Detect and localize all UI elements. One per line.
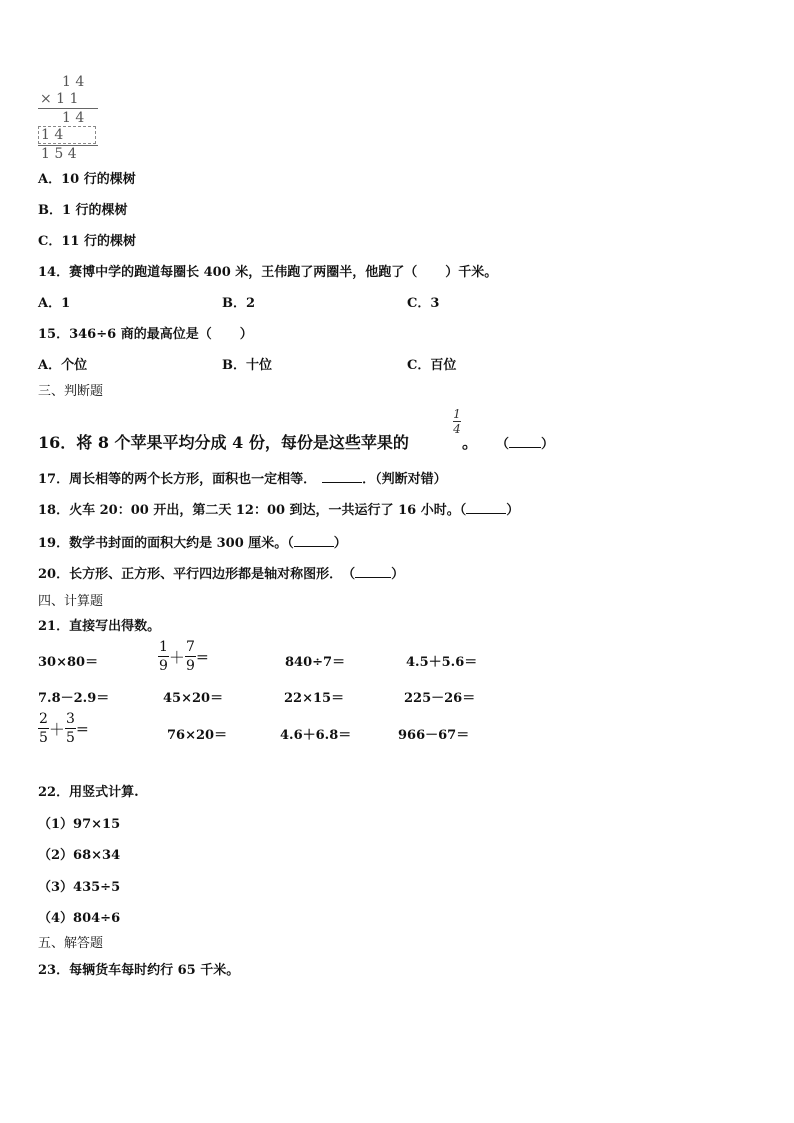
q21-r3c1 [38, 712, 89, 745]
q14-option-a: A．1 [38, 296, 71, 311]
q18 [38, 499, 519, 518]
frac-denominator: 9 [185, 658, 195, 674]
frac-denominator: 5 [39, 730, 48, 746]
q17-answer-blank[interactable] [322, 470, 362, 483]
q21-r1c4: 4.5＋5.6＝ [406, 655, 478, 670]
q19-answer-blank[interactable] [294, 534, 334, 547]
q16-tail: 。 [462, 433, 479, 452]
q21-r1c2-frac-b [185, 640, 196, 673]
section-3-heading: 三、判断题 [38, 384, 104, 399]
q16-text: 16．将 8 个苹果平均分成 4 份，每份是这些苹果的 [38, 433, 409, 452]
plus-sign: ＋ [168, 648, 185, 667]
q15-option-a: A．个位 [38, 358, 88, 373]
q16-paren-right: ） [541, 437, 555, 452]
frac-bar [185, 656, 196, 657]
q15-option-b: B．十位 [222, 358, 272, 373]
section-4-heading: 四、计算题 [38, 594, 104, 609]
q17 [38, 468, 447, 487]
q13-option-c: C．11 行的棵树 [38, 234, 136, 249]
q21-r1c2-frac-a [158, 640, 169, 673]
plus-sign: ＋ [48, 720, 65, 739]
vcalc-row-5: 1 5 4 [41, 146, 77, 162]
q15-option-c: C．百位 [407, 358, 457, 373]
frac-numerator: 2 [39, 711, 48, 727]
q15-stem-pre: 15．346÷6 商的最高位是（ [38, 327, 212, 342]
q14-stem [38, 261, 497, 280]
vcalc-row-3: 1 4 [62, 110, 85, 126]
q21-r1c2 [158, 640, 209, 673]
q21-r1c1: 30×80＝ [38, 655, 99, 670]
q18-answer-blank[interactable] [466, 501, 506, 514]
q21-r3c3: 4.6＋6.8＝ [280, 728, 352, 743]
q22-item-1: （1）97×15 [38, 817, 121, 832]
vcalc-rule-1 [38, 108, 98, 109]
q13-option-b: B．1 行的棵树 [38, 203, 128, 218]
q18-text: 18．火车 20：00 开出，第二天 12：00 到达，一共运行了 16 小时。（ [38, 503, 467, 518]
q17-tail: ．（判断对错） [362, 472, 447, 487]
q19-text: 19．数学书封面的面积大约是 300 厘米。（ [38, 536, 294, 551]
q21-r2c3: 22×15＝ [284, 691, 345, 706]
q22-item-3: （3）435÷5 [38, 880, 121, 895]
q21-r3c1-frac-a [38, 712, 49, 745]
q16-answer [496, 433, 554, 452]
q19 [38, 532, 347, 551]
section-5-heading: 五、解答题 [38, 936, 104, 951]
q23-text: 23．每辆货车每时约行 65 千米。 [38, 963, 240, 978]
q20 [38, 563, 404, 582]
frac-denominator: 9 [159, 658, 168, 674]
q14-option-c: C．3 [407, 296, 440, 311]
equals-sign: ＝ [75, 723, 89, 738]
vcalc-row-2: × 1 1 [40, 91, 79, 107]
q13-option-a: A．10 行的棵树 [38, 172, 136, 187]
q16-paren-left: （ [496, 437, 510, 452]
q21-title: 21．直接写出得数。 [38, 619, 161, 634]
q20-text: 20．长方形、正方形、平行四边形都是轴对称图形． （ [38, 567, 356, 582]
q18-tail: ） [506, 503, 520, 518]
frac-numerator: 1 [159, 639, 168, 655]
q20-answer-blank[interactable] [355, 565, 391, 578]
q15-stem-post: ） [239, 327, 253, 342]
q22-title: 22．用竖式计算. [38, 785, 139, 800]
q22-item-2: （2）68×34 [38, 848, 121, 863]
q19-tail: ） [333, 536, 347, 551]
q21-r2c4: 225－26＝ [404, 691, 476, 706]
q16-fraction [452, 408, 462, 435]
frac-numerator: 7 [185, 639, 195, 655]
q16-frac-num: 1 [453, 407, 461, 421]
frac-bar [38, 728, 49, 729]
q21-r3c2: 76×20＝ [167, 728, 228, 743]
q14-stem-pre: 14．赛博中学的跑道每圈长 400 米，王伟跑了两圈半，他跑了（ [38, 265, 418, 280]
q21-r2c2: 45×20＝ [163, 691, 224, 706]
q22-item-4: （4）804÷6 [38, 911, 121, 926]
vcalc-row-4: 1 4 [41, 127, 64, 143]
q14-option-b: B．2 [222, 296, 256, 311]
frac-bar [158, 656, 169, 657]
vcalc-row-1: 1 4 [62, 74, 85, 90]
q15-stem [38, 323, 253, 342]
q21-r3c1-frac-b [65, 712, 76, 745]
frac-bar [65, 728, 76, 729]
q14-stem-post: ）千米。 [445, 265, 498, 280]
q17-text: 17．周长相等的两个长方形，面积也一定相等． [38, 472, 317, 487]
frac-numerator: 3 [65, 711, 75, 727]
q16-answer-blank[interactable] [509, 435, 541, 448]
q21-r3c4: 966－67＝ [398, 728, 470, 743]
q21-r1c3: 840÷7＝ [285, 655, 346, 670]
q16-frac-den: 4 [453, 422, 461, 436]
q21-r2c1: 7.8－2.9＝ [38, 691, 110, 706]
equals-sign: ＝ [195, 651, 209, 666]
frac-denominator: 5 [65, 730, 75, 746]
q20-tail: ） [391, 567, 405, 582]
